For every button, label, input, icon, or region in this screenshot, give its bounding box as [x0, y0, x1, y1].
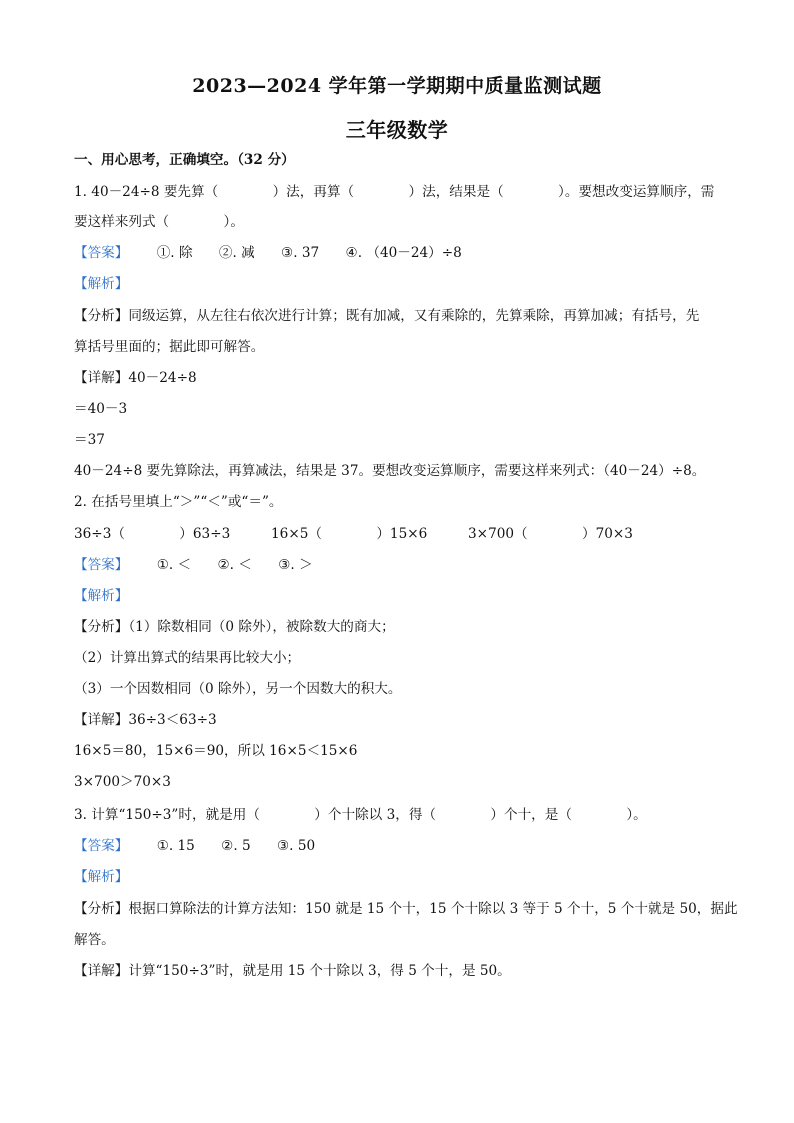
answer-tag: 【答案】: [74, 557, 129, 573]
q1-detail-line4: 40－24÷8 要先算除法，再算减法，结果是 37。要想改变运算顺序，需要这样来列式：（40－24）÷8。: [74, 463, 706, 479]
answer-item: ③. ＞: [278, 557, 313, 573]
q1-analysis-line1: 【分析】同级运算，从左往右依次进行计算；既有加减，又有乘除的，先算乘除，再算加减；有括号，先: [74, 308, 700, 324]
q2-analysis-line1: 【分析】（1）除数相同（0 除外），被除数大的商大；: [74, 619, 395, 635]
answer-item: ④. （40－24）÷8: [345, 245, 462, 261]
q2-detail-line3: 3×700＞70×3: [74, 774, 171, 790]
answer-list: [157, 555, 335, 575]
answer-item: ①. ＜: [156, 557, 192, 573]
q1-stem-line1: 1. 40－24÷8 要先算（ ）法，再算（ ）法，结果是（ ）。要想改变运算顺序，需: [74, 184, 715, 200]
q3-analysis-line1: 【分析】根据口算除法的计算方法知：150 就是 15 个十，15 个十除以 3 等于 5 个十，5 个十就是 50，据此: [74, 901, 738, 917]
q3-detail-line1: 【详解】计算“150÷3”时，就是用 15 个十除以 3，得 5 个十，是 50。: [74, 963, 511, 979]
answer-item: ③. 37: [281, 245, 320, 261]
answer-item: ③. 50: [276, 838, 316, 854]
answer-list: [157, 243, 484, 263]
exam-title: 2023—2024 学年第一学期期中质量监测试题: [192, 75, 602, 97]
answer-tag: 【答案】: [74, 245, 129, 261]
answer-item: ②. ＜: [217, 557, 252, 573]
answer-item: ①. 15: [156, 838, 195, 854]
answer-tag: 【答案】: [74, 838, 129, 854]
q1-answer-row: [74, 243, 734, 263]
q1-detail-line2: ＝40－3: [74, 401, 128, 417]
answer-item: ②. 减: [218, 245, 255, 261]
q1-detail-line3: ＝37: [74, 432, 105, 448]
q2-analysis-line3: （3）一个因数相同（0 除外），另一个因数大的积大。: [74, 681, 402, 697]
answer-item: ②. 5: [221, 838, 251, 854]
q2-analysis-line2: （2）计算出算式的结果再比较大小；: [74, 650, 301, 666]
answer-item: ①. 除: [156, 245, 193, 261]
answer-list: [157, 836, 337, 856]
analysis-tag: 【解析】: [74, 869, 129, 885]
q2-detail-line1: 【详解】36÷3＜63÷3: [74, 712, 217, 728]
q3-analysis-line2: 解答。: [74, 932, 115, 948]
q3-answer-row: [74, 836, 734, 856]
q1-detail-line1: 【详解】40－24÷8: [74, 370, 197, 386]
q2-stem-line1: 2. 在括号里填上“＞”“＜”或“＝”。: [74, 494, 283, 510]
q2-answer-row: [74, 555, 734, 575]
q1-stem-line2: 要这样来列式（ ）。: [74, 214, 244, 230]
analysis-tag: 【解析】: [74, 588, 129, 604]
q2-detail-line2: 16×5＝80，15×6＝90，所以 16×5＜15×6: [74, 743, 358, 759]
analysis-tag: 【解析】: [74, 276, 129, 292]
q3-stem-line1: 3. 计算“150÷3”时，就是用（ ）个十除以 3，得（ ）个十，是（ ）。: [74, 807, 647, 823]
exam-subtitle: 三年级数学: [345, 118, 449, 142]
q1-analysis-line2: 算括号里面的；据此即可解答。: [74, 339, 265, 355]
q2-stem-line2: 36÷3（ ）63÷3 16×5（ ）15×6 3×700（ ）70×3: [74, 526, 633, 542]
section-heading: 一、用心思考，正确填空。（32 分）: [74, 152, 295, 168]
